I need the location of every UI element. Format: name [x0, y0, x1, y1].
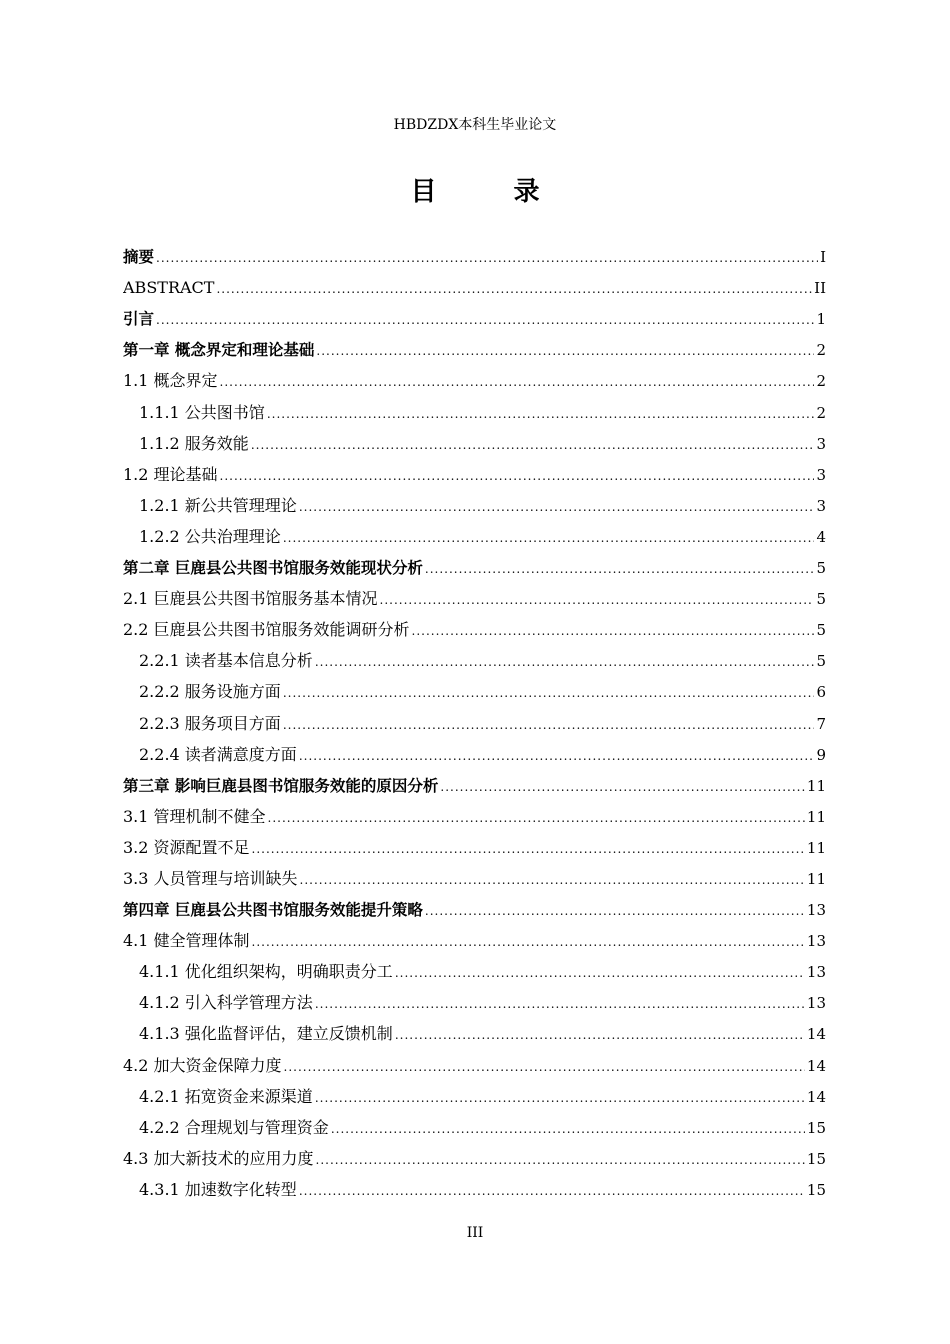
toc-entry[interactable] [123, 1045, 826, 1076]
toc-dot-leader [315, 1091, 805, 1105]
toc-entry-page: 5 [816, 590, 826, 609]
toc-entry-label: 4.2.2 合理规划与管理资金 [139, 1117, 329, 1137]
toc-entry-label: 3.3 人员管理与培训缺失 [123, 868, 298, 888]
toc-entry[interactable] [123, 828, 826, 859]
toc-entry-page: 9 [816, 745, 826, 764]
toc-dot-leader [425, 904, 805, 918]
toc-entry-label: 4.2.1 拓宽资金来源渠道 [139, 1086, 313, 1106]
toc-entry-page: 5 [816, 621, 826, 640]
toc-dot-leader [412, 624, 815, 638]
toc-entry-page: 2 [816, 372, 826, 391]
toc-entry-page: 3 [816, 434, 826, 453]
toc-entry-label: 4.1.1 优化组织架构，明确职责分工 [139, 962, 393, 982]
toc-dot-leader [251, 438, 815, 452]
toc-entry-page: I [820, 248, 826, 267]
toc-entry-page: 7 [816, 714, 826, 733]
toc-entry[interactable] [123, 766, 826, 797]
toc-entry-label: 1.2 理论基础 [123, 464, 218, 484]
toc-entry-page: 13 [806, 963, 826, 982]
toc-entry-label: 3.1 管理机制不健全 [123, 806, 266, 826]
toc-entry-page: 1 [816, 310, 826, 329]
toc-entry[interactable] [123, 735, 826, 766]
toc-entry-label: 1.2.1 新公共管理理论 [139, 495, 297, 515]
toc-dot-leader [268, 811, 805, 825]
toc-entry-page: 11 [806, 807, 826, 826]
toc-entry[interactable] [123, 424, 826, 455]
toc-dot-leader [395, 966, 805, 980]
toc-entry-label: 3.2 资源配置不足 [123, 837, 250, 857]
toc-entry-page: 6 [816, 683, 826, 702]
toc-entry[interactable] [123, 237, 826, 268]
toc-entry-page: 15 [806, 1180, 826, 1199]
toc-entry-page: 13 [806, 994, 826, 1013]
toc-entry-page: 5 [816, 652, 826, 671]
toc-dot-leader [283, 686, 815, 700]
toc-entry[interactable] [123, 299, 826, 330]
toc-entry-page: 5 [816, 559, 826, 578]
page-number: III [466, 1225, 484, 1241]
toc-entry[interactable] [123, 579, 826, 610]
toc-entry[interactable] [123, 455, 826, 486]
toc-entry-label: 4.1.2 引入科学管理方法 [139, 993, 313, 1013]
toc-dot-leader [315, 655, 815, 669]
toc-entry-label: 4.1 健全管理体制 [123, 931, 250, 951]
toc-entry-page: 11 [806, 838, 826, 857]
toc-entry-page: 13 [806, 932, 826, 951]
page-title: 目 录 [410, 177, 574, 207]
toc-entry[interactable] [123, 641, 826, 672]
toc-entry[interactable] [123, 392, 826, 423]
toc-entry[interactable] [123, 983, 826, 1014]
toc-entry-label: 2.2.2 服务设施方面 [139, 682, 281, 702]
toc-entry[interactable] [123, 1170, 826, 1201]
running-header: HBDZDX本科生毕业论文 [393, 117, 557, 133]
toc-dot-leader [252, 842, 805, 856]
toc-entry[interactable] [123, 548, 826, 579]
toc-dot-leader [156, 251, 818, 265]
toc-entry-page: 14 [806, 1087, 826, 1106]
toc-entry-label: 摘要 [123, 248, 155, 267]
toc-entry-page: 11 [806, 776, 826, 795]
toc-entry-label: 第四章 巨鹿县公共图书馆服务效能提升策略 [123, 901, 423, 920]
toc-entry-label: 引言 [123, 310, 155, 329]
toc-dot-leader [315, 997, 805, 1011]
toc-dot-leader [220, 469, 815, 483]
toc-entry-label: 第三章 影响巨鹿县图书馆服务效能的原因分析 [123, 776, 439, 795]
toc-entry-page: 2 [816, 341, 826, 360]
toc-entry[interactable] [123, 890, 826, 921]
toc-entry-label: 1.1.1 公共图书馆 [139, 402, 265, 422]
toc-entry-page: 3 [816, 465, 826, 484]
toc-entry[interactable] [123, 1108, 826, 1139]
toc-entry-page: 15 [806, 1149, 826, 1168]
toc-dot-leader [299, 749, 815, 763]
toc-entry-page: II [814, 279, 826, 298]
toc-entry-page: 2 [816, 403, 826, 422]
toc-entry-label: 4.3.1 加速数字化转型 [139, 1179, 297, 1199]
toc-dot-leader [440, 780, 805, 794]
toc-entry[interactable] [123, 1014, 826, 1045]
toc-dot-leader [425, 562, 815, 576]
toc-entry[interactable] [123, 952, 826, 983]
toc-dot-leader [316, 344, 814, 358]
toc-entry[interactable] [123, 361, 826, 392]
toc-entry[interactable] [123, 797, 826, 828]
toc-entry-page: 13 [806, 901, 826, 920]
toc-entry-label: 2.2.1 读者基本信息分析 [139, 651, 313, 671]
toc-entry-label: 4.1.3 强化监督评估，建立反馈机制 [139, 1024, 393, 1044]
toc-entry[interactable] [123, 486, 826, 517]
toc-entry-page: 4 [816, 527, 826, 546]
toc-entry-label: 4.2 加大资金保障力度 [123, 1055, 282, 1075]
toc-entry-label: 2.1 巨鹿县公共图书馆服务基本情况 [123, 589, 378, 609]
toc-entry-label: 1.2.2 公共治理理论 [139, 526, 281, 546]
toc-entry-page: 14 [806, 1025, 826, 1044]
toc-dot-leader [216, 282, 812, 296]
toc-entry[interactable] [123, 1077, 826, 1108]
toc-dot-leader [283, 531, 815, 545]
toc-entry-label: 2.2.3 服务项目方面 [139, 713, 281, 733]
toc-entry-page: 15 [806, 1118, 826, 1137]
toc-entry-page: 14 [806, 1056, 826, 1075]
toc-dot-leader [267, 407, 815, 421]
toc-entry-label: 4.3 加大新技术的应用力度 [123, 1148, 314, 1168]
toc-entry[interactable] [123, 268, 826, 299]
toc-entry[interactable] [123, 1139, 826, 1170]
toc-entry[interactable] [123, 610, 826, 641]
toc-dot-leader [284, 1060, 805, 1074]
toc-entry-label: 第一章 概念界定和理论基础 [123, 341, 315, 360]
toc-dot-leader [316, 1153, 805, 1167]
toc-entry-label: 1.1.2 服务效能 [139, 433, 249, 453]
toc-entry-label: 2.2 巨鹿县公共图书馆服务效能调研分析 [123, 620, 410, 640]
toc-dot-leader [252, 935, 805, 949]
toc-entry[interactable] [123, 672, 826, 703]
toc-entry[interactable] [123, 330, 826, 361]
toc-dot-leader [283, 718, 815, 732]
toc-entry[interactable] [123, 859, 826, 890]
toc-dot-leader [380, 593, 815, 607]
toc-entry-page: 3 [816, 496, 826, 515]
toc-entry-label: 1.1 概念界定 [123, 371, 218, 391]
toc-dot-leader [299, 1184, 805, 1198]
toc-entry[interactable] [123, 517, 826, 548]
toc-entry-page: 11 [806, 869, 826, 888]
toc-entry-label: ABSTRACT [123, 278, 215, 298]
toc-entry[interactable] [123, 921, 826, 952]
toc-dot-leader [395, 1028, 805, 1042]
toc-entry[interactable] [123, 703, 826, 734]
toc-dot-leader [156, 313, 814, 327]
toc-entry-label: 第二章 巨鹿县公共图书馆服务效能现状分析 [123, 559, 423, 578]
toc-dot-leader [220, 375, 815, 389]
toc-dot-leader [299, 500, 815, 514]
toc-dot-leader [331, 1122, 805, 1136]
toc-dot-leader [300, 873, 805, 887]
toc-entry-label: 2.2.4 读者满意度方面 [139, 744, 297, 764]
table-of-contents [123, 237, 826, 1201]
